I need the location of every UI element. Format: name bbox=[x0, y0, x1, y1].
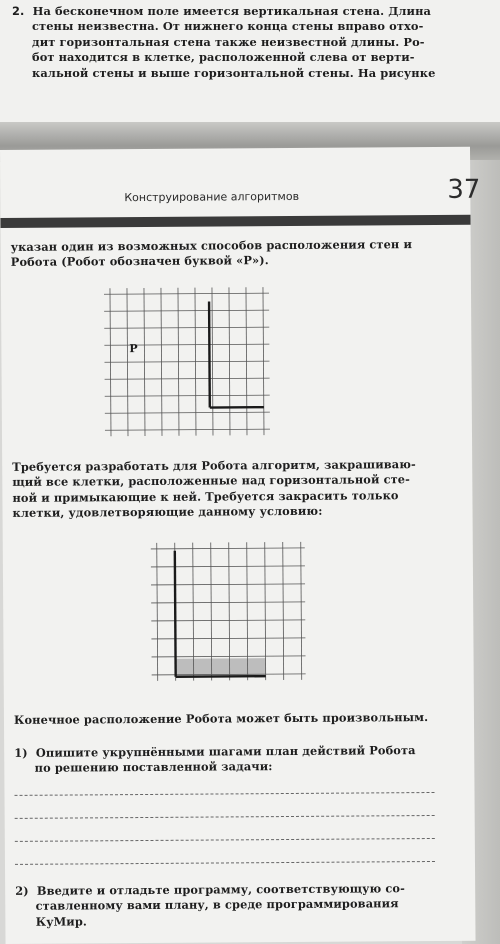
text-line: клетки, удовлетворяющие данному условию: bbox=[12, 503, 323, 521]
intro-continuation bbox=[11, 237, 431, 271]
answer-line bbox=[15, 792, 435, 796]
horizontal-wall bbox=[176, 676, 266, 677]
grid-line bbox=[104, 293, 269, 294]
header-rule bbox=[0, 215, 470, 228]
grid-line bbox=[301, 542, 302, 680]
grid-lines bbox=[104, 287, 270, 436]
book-page bbox=[0, 147, 481, 944]
text-line: по решению поставленной задачи: bbox=[14, 759, 273, 776]
grid-line bbox=[104, 327, 269, 328]
answer-line bbox=[15, 838, 435, 842]
problem-text-top bbox=[12, 4, 464, 81]
vertical-wall bbox=[175, 551, 176, 677]
page-number: 37 bbox=[447, 174, 481, 205]
robot-marker: Р bbox=[129, 342, 138, 356]
text-line: 1) Опишите укрупнёнными шагами план действий Робота bbox=[14, 743, 416, 760]
text-line: ставленному вами плану, в среде программирования bbox=[15, 896, 399, 914]
text-line: кальной стены и выше горизонтальной стены. На рисунке bbox=[32, 65, 436, 80]
question-1 bbox=[14, 743, 434, 777]
text-line: КуМир. bbox=[15, 914, 88, 929]
grid-line bbox=[104, 361, 269, 362]
figure-1-robot-field bbox=[99, 283, 276, 444]
text-line: ной и примыкающие к ней. Требуется закрасить только bbox=[12, 488, 399, 505]
final-position-text: Конечное расположение Робота может быть произвольным. bbox=[13, 710, 429, 727]
grid-line bbox=[104, 310, 269, 311]
grid-line bbox=[105, 429, 270, 430]
answer-line bbox=[15, 815, 435, 819]
grid-line bbox=[105, 378, 270, 379]
text-line: 2) Введите и отладьте программу, соответствующую со- bbox=[15, 881, 405, 898]
text-line: На бесконечном поле имеется вертикальная стена. Длина bbox=[32, 4, 432, 18]
grid-line bbox=[157, 543, 158, 681]
text-line: Требуется разработать для Робота алгоритм, закрашиваю- bbox=[12, 457, 416, 474]
running-header-title: Конструирование алгоритмов bbox=[124, 189, 300, 205]
grid-line bbox=[283, 542, 284, 680]
text-line: щий все клетки, расположенные над горизонтальной сте- bbox=[12, 472, 410, 490]
vertical-wall bbox=[209, 302, 210, 408]
text-line: стены неизвестна. От нижнего конца стены вправо отхо- bbox=[32, 19, 424, 34]
text-line: дит горизонтальная стена также неизвестной длины. Ро- bbox=[32, 34, 425, 49]
question-2 bbox=[15, 881, 435, 930]
grid-line bbox=[105, 412, 270, 413]
grid-line bbox=[105, 395, 270, 396]
text-line: Робота (Робот обозначен буквой «Р»). bbox=[10, 253, 269, 270]
previous-page-strip bbox=[0, 0, 500, 122]
problem-number: 2. bbox=[12, 4, 25, 18]
answer-line bbox=[15, 861, 435, 865]
text-line: бот находится в клетке, расположенной слева от верти- bbox=[32, 50, 415, 65]
figure-2-result-field bbox=[145, 540, 306, 691]
task-paragraph bbox=[12, 457, 432, 522]
text-line: указан один из возможных способов расположения стен и bbox=[10, 237, 413, 254]
